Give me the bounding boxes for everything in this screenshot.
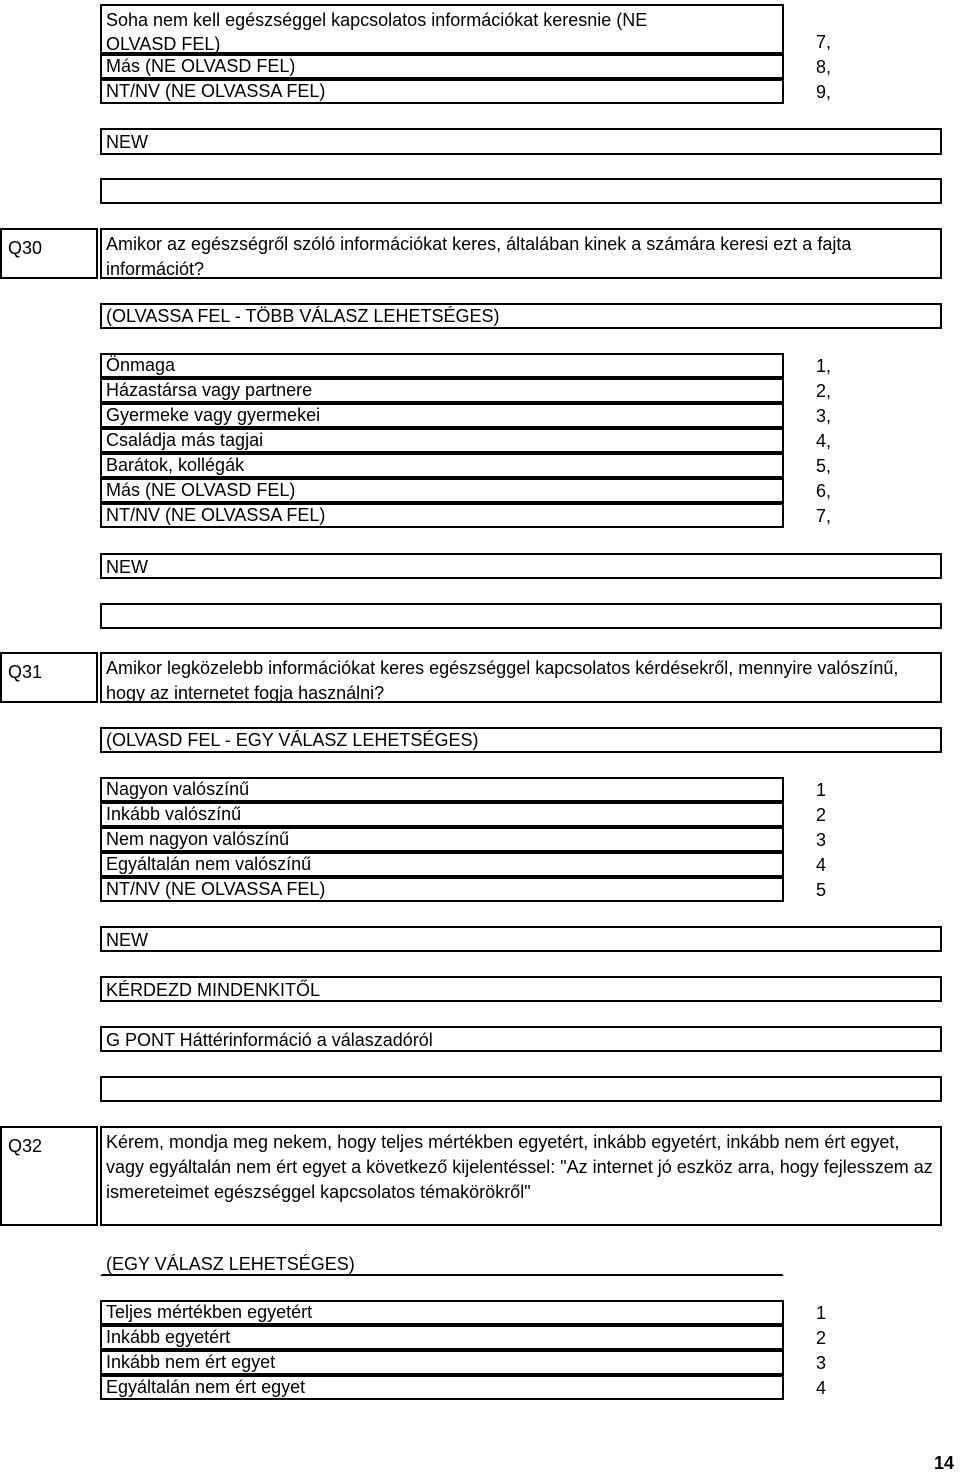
q32-option-2-code: 3 — [816, 1353, 827, 1373]
q31-option-1-label: Inkább valószínű — [106, 804, 242, 824]
q30-option-4 — [100, 453, 784, 478]
section-g-label: G PONT Háttérinformáció a válaszadóról — [106, 1030, 433, 1050]
q30-option-3-code: 4, — [816, 431, 832, 451]
q31-option-2-label: Nem nagyon valószínű — [106, 829, 290, 849]
q31-instruction — [100, 727, 942, 753]
q32-option-2 — [100, 1350, 784, 1375]
q32-option-3-label: Egyáltalán nem ért egyet — [106, 1377, 306, 1397]
new-label: NEW — [106, 557, 148, 577]
q30-option-1-label: Házastársa vagy partnere — [106, 380, 313, 400]
q31-option-3 — [100, 852, 784, 877]
q32-number-text: Q32 — [8, 1136, 43, 1156]
top-option-1 — [100, 54, 784, 79]
q30-option-2-code: 3, — [816, 406, 832, 426]
q30-option-6-label: NT/NV (NE OLVASSA FEL) — [106, 505, 326, 525]
top-option-0 — [100, 4, 784, 54]
q32-option-3 — [100, 1375, 784, 1400]
q32-question-text: Kérem, mondja meg nekem, hogy teljes mértékben egyetért, inkább egyetért, inkább nem ért egyet, vagy egyáltalán nem ért egyet a következő kijelentéssel: "Az internet jó eszköz arra, hogy fejlesszem az ismereteimet egészséggel kapcsolatos témakörökről" — [106, 1132, 933, 1202]
q32-instruction-text: (EGY VÁLASZ LEHETSÉGES) — [106, 1254, 355, 1274]
new-label: NEW — [106, 930, 148, 950]
new-box-3 — [100, 926, 942, 952]
section-g-box — [100, 1026, 942, 1052]
q30-option-0-label: Önmaga — [106, 355, 176, 375]
q32-question — [100, 1126, 942, 1226]
q30-instruction-text: (OLVASSA FEL - TÖBB VÁLASZ LEHETSÉGES) — [106, 306, 500, 326]
q30-option-1-code: 2, — [816, 381, 832, 401]
q30-option-0 — [100, 353, 784, 378]
empty-box-3 — [100, 1076, 942, 1102]
q30-option-3 — [100, 428, 784, 453]
q31-option-2 — [100, 827, 784, 852]
q30-instruction — [100, 303, 942, 329]
top-option-1-label: Más (NE OLVASD FEL) — [106, 56, 296, 76]
q31-option-0-code: 1 — [816, 780, 827, 800]
q31-question — [100, 652, 942, 703]
q31-option-4-code: 5 — [816, 880, 827, 900]
q31-option-2-code: 3 — [816, 830, 827, 850]
q31-number — [0, 652, 98, 703]
new-label: NEW — [106, 132, 148, 152]
q30-option-0-code: 1, — [816, 356, 832, 376]
top-option-0-code: 7, — [816, 32, 832, 52]
q32-option-0 — [100, 1300, 784, 1325]
q32-option-1-code: 2 — [816, 1328, 827, 1348]
q32-option-0-code: 1 — [816, 1303, 827, 1323]
q31-option-3-label: Egyáltalán nem valószínű — [106, 854, 312, 874]
q30-option-3-label: Családja más tagjai — [106, 430, 264, 450]
q32-option-1 — [100, 1325, 784, 1350]
q30-question-text: Amikor az egészségről szóló információkat keres, általában kinek a számára keresi ezt a fajta információt? — [106, 234, 852, 279]
q30-number — [0, 228, 98, 279]
top-option-0-label-line2: OLVASD FEL) — [106, 34, 221, 54]
q31-option-0-label: Nagyon valószínű — [106, 779, 250, 799]
q31-number-text: Q31 — [8, 662, 43, 682]
new-box-2 — [100, 553, 942, 579]
empty-box-1 — [100, 178, 942, 204]
q32-option-0-label: Teljes mértékben egyetért — [106, 1302, 313, 1322]
q30-number-text: Q30 — [8, 238, 43, 258]
q31-option-4 — [100, 877, 784, 902]
top-option-2-label: NT/NV (NE OLVASSA FEL) — [106, 81, 326, 101]
top-option-0-label-line1: Soha nem kell egészséggel kapcsolatos információkat keresnie (NE — [106, 10, 648, 30]
q30-option-6-code: 7, — [816, 506, 832, 526]
q31-question-text: Amikor legközelebb információkat keres egészséggel kapcsolatos kérdésekről, mennyire valószínű, hogy az internetet fogja használni? — [106, 658, 899, 703]
page-number: 14 — [933, 1453, 954, 1473]
q32-option-1-label: Inkább egyetért — [106, 1327, 231, 1347]
ask-all-box — [100, 976, 942, 1002]
q32-instruction — [100, 1250, 784, 1276]
q30-option-2 — [100, 403, 784, 428]
q32-option-3-code: 4 — [816, 1378, 827, 1398]
q32-option-2-label: Inkább nem ért egyet — [106, 1352, 276, 1372]
top-option-2 — [100, 79, 784, 104]
q31-option-1 — [100, 802, 784, 827]
ask-all-label: KÉRDEZD MINDENKITŐL — [106, 980, 321, 1000]
q30-option-5-code: 6, — [816, 481, 832, 501]
q30-option-1 — [100, 378, 784, 403]
top-option-2-code: 9, — [816, 82, 832, 102]
q30-option-6 — [100, 503, 784, 528]
new-box-1 — [100, 128, 942, 155]
q31-instruction-text: (OLVASD FEL - EGY VÁLASZ LEHETSÉGES) — [106, 730, 479, 750]
empty-box-2 — [100, 603, 942, 629]
q32-number — [0, 1126, 98, 1226]
q30-option-2-label: Gyermeke vagy gyermekei — [106, 405, 321, 425]
q30-option-5-label: Más (NE OLVASD FEL) — [106, 480, 296, 500]
q31-option-3-code: 4 — [816, 855, 827, 875]
q31-option-0 — [100, 777, 784, 802]
q30-option-5 — [100, 478, 784, 503]
q30-question — [100, 228, 942, 279]
q30-option-4-code: 5, — [816, 456, 832, 476]
q31-option-1-code: 2 — [816, 805, 827, 825]
top-option-1-code: 8, — [816, 57, 832, 77]
q31-option-4-label: NT/NV (NE OLVASSA FEL) — [106, 879, 326, 899]
q30-option-4-label: Barátok, kollégák — [106, 455, 245, 475]
